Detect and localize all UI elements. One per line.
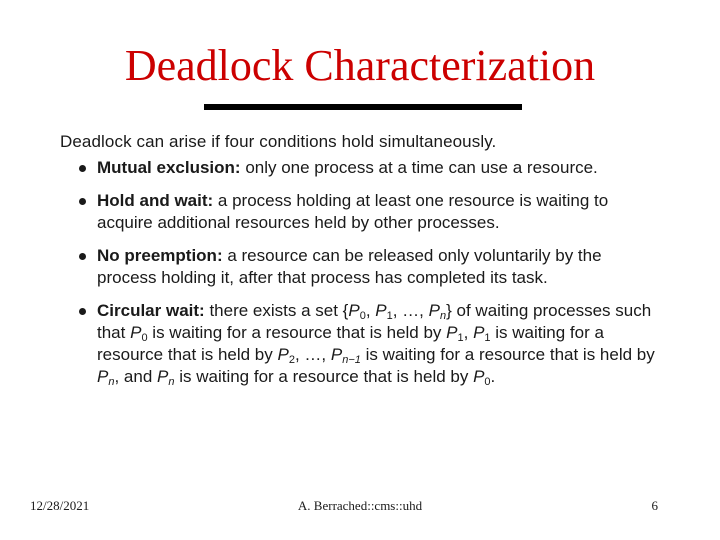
process-symbol: P	[157, 367, 169, 386]
process-symbol: P	[473, 323, 485, 342]
subscript: n−1	[342, 354, 361, 366]
footer-author: A. Berrached::cms::uhd	[297, 498, 423, 513]
condition-text: only one process at a time can use a resource.	[245, 158, 598, 177]
process-symbol: P	[348, 301, 360, 320]
text-segment: ,	[463, 323, 474, 342]
process-symbol: P	[375, 301, 387, 320]
text-segment: , and	[114, 367, 158, 386]
process-symbol: P	[330, 345, 343, 364]
footer-date: 12/28/2021	[30, 498, 90, 513]
subscript: 0	[484, 376, 491, 388]
text-segment: .	[490, 367, 496, 386]
process-symbol: P	[446, 323, 458, 342]
subscript: 1	[386, 310, 393, 322]
list-item	[60, 157, 660, 179]
condition-term: Circular wait:	[97, 301, 205, 320]
text-segment: } of waiting processes such that	[97, 301, 652, 342]
slide-title: Deadlock Characterization	[124, 41, 596, 90]
subscript: 0	[359, 310, 366, 322]
text-segment: is waiting for a resource that is held by	[174, 367, 474, 386]
subscript: n	[439, 310, 447, 322]
process-symbol: P	[277, 345, 289, 364]
list-item	[60, 245, 660, 289]
condition-term: No preemption:	[97, 246, 223, 265]
bullet-icon	[79, 308, 86, 315]
text-segment: is waiting for a resource that is held by	[97, 323, 604, 364]
condition-text: a process holding at least one resource is waiting to acquire additional resources held by other processes.	[97, 191, 609, 232]
text-segment: , …,	[294, 345, 331, 364]
title-underline	[204, 104, 522, 110]
text-segment: , …,	[392, 301, 429, 320]
condition-text: a resource can be released only voluntarily by the process holding it, after that process has completed its task.	[97, 246, 602, 287]
process-symbol: P	[130, 323, 142, 342]
bullet-icon	[79, 165, 86, 172]
conditions-list	[60, 157, 660, 388]
subscript: 0	[141, 332, 148, 344]
subscript: 1	[457, 332, 464, 344]
subscript: 2	[288, 354, 295, 366]
text-segment: is waiting for a resource that is held by	[147, 323, 447, 342]
subscript: n	[108, 376, 115, 388]
list-item	[60, 300, 660, 388]
process-symbol: P	[97, 367, 109, 386]
list-item	[60, 190, 660, 234]
text-segment: ,	[365, 301, 376, 320]
slide-body	[60, 131, 660, 399]
bullet-icon	[79, 198, 86, 205]
subscript: n	[168, 376, 175, 388]
page-number: 6	[651, 498, 658, 513]
condition-term: Hold and wait:	[97, 191, 214, 210]
condition-term: Mutual exclusion:	[97, 158, 241, 177]
process-symbol: P	[473, 367, 485, 386]
bullet-icon	[79, 253, 86, 260]
subscript: 1	[484, 332, 491, 344]
text-segment: there exists a set {	[209, 301, 349, 320]
process-symbol: P	[428, 301, 440, 320]
intro-text: Deadlock can arise if four conditions hold simultaneously.	[60, 132, 497, 151]
text-segment: is waiting for a resource that is held by	[360, 345, 655, 364]
